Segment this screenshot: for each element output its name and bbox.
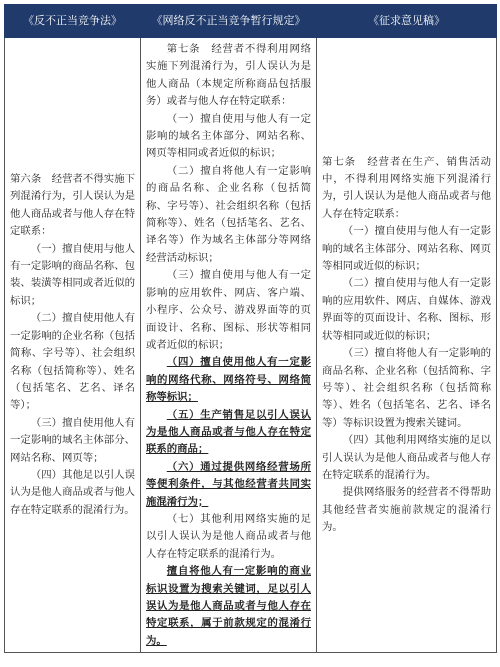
header-network-interim-provisions: 《网络反不正当竞争暂行规定》	[141, 5, 317, 38]
provision-clause-4-new: （四）擅自使用他人有一定影响的网络代称、网络符号、网络简称等标识；	[146, 356, 311, 404]
table-header-row	[5, 5, 497, 38]
law-clause-2: （二）擅自使用他人有一定影响的企业名称（包括简称、字号等）、社会组织名称（包括简称等）、姓名（包括笔名、艺名、译名等）；	[10, 312, 135, 412]
column-draft-for-comment	[317, 38, 497, 653]
draft-clause-4: （四）其他利用网络实施的足以引人误认为是他人商品或者与他人存在特定联系的混淆行为。	[322, 434, 491, 481]
provision-clause-5-new: （五）生产销售足以引人误认为是他人商品或者与他人存在特定联系的商品；	[146, 408, 311, 456]
header-anti-unfair-competition-law: 《反不正当竞争法》	[5, 5, 141, 38]
draft-clause-1: （一）擅自使用与他人有一定影响的域名主体部分、网站名称、网页等相同或近似的标识；	[322, 225, 491, 273]
provision-clause-3: （三）擅自使用与他人有一定影响的应用软件、网店、客户端、小程序、公众号、游戏界面等的页面设计、名称、图标、形状等相同或者近似的标识；	[146, 269, 311, 351]
draft-article-7: 第七条 经营者在生产、销售活动中，不得利用网络实施下列混淆行为，引人误认为是他人商品或者与他人存在特定联系：	[322, 155, 491, 220]
provision-clause-7: （七）其他利用网络实施的足以引人误认为是他人商品或者与他人存在特定联系的混淆行为。	[146, 512, 311, 560]
draft-clause-2: （二）擅自使用与他人有一定影响的应用软件、网店、自媒体、游戏界面等的页面设计、名称、图标、形状等相同或近似的标识；	[322, 277, 491, 342]
column-anti-unfair-competition-law	[5, 38, 141, 653]
law-comparison-table	[4, 4, 497, 653]
provision-article-7: 第七条 经营者不得利用网络实施下列混淆行为，引人误认为是他人商品（本规定所称商品包括服务）或者与他人存在特定联系：	[146, 43, 311, 108]
law-article-6: 第六条 经营者不得实施下列混淆行为，引人误认为是他人商品或者与他人存在特定联系：	[10, 173, 135, 238]
provision-clause-1: （一）擅自使用与他人有一定影响的域名主体部分、网站名称、网页等相同或者近似的标识；	[146, 112, 311, 160]
law-clause-4: （四）其他足以引人误认为是他人商品或者与他人存在特定联系的混淆行为。	[10, 468, 135, 516]
provision-clause-2: （二）擅自将他人有一定影响的商品名称、企业名称（包括简称、字号等）、社会组织名称（包括简称等）、姓名（包括笔名、艺名、译名等）作为域名主体部分等网络经营活动标识；	[146, 164, 311, 264]
provision-clause-6-new: （六）通过提供网络经营场所等便利条件，与其他经营者共同实施混淆行为；	[146, 460, 311, 508]
law-clause-3: （三）擅自使用他人有一定影响的域名主体部分、网站名称、网页等；	[10, 416, 135, 464]
law-clause-1: （一）擅自使用与他人有一定影响的商品名称、包装、装潢等相同或者近似的标识；	[10, 242, 135, 307]
draft-clause-3: （三）擅自将他人有一定影响的商品名称、企业名称（包括简称、字号等）、社会组织名称（包括简称等）、姓名（包括笔名、艺名、译名等）等标识设置为搜索关键词。	[322, 347, 491, 429]
column-network-interim-provisions	[141, 38, 317, 653]
draft-service-provider-paragraph: 提供网络服务的经营者不得帮助其他经营者实施前款规定的混淆行为。	[322, 486, 491, 534]
table-body-row	[5, 38, 497, 653]
provision-search-keyword-paragraph: 擅自将他人有一定影响的商业标识设置为搜索关键词，足以引人误认为是他人商品或者与他人存在特定联系，属于前款规定的混淆行为。	[146, 565, 311, 647]
header-draft-for-comment: 《征求意见稿》	[317, 5, 497, 38]
